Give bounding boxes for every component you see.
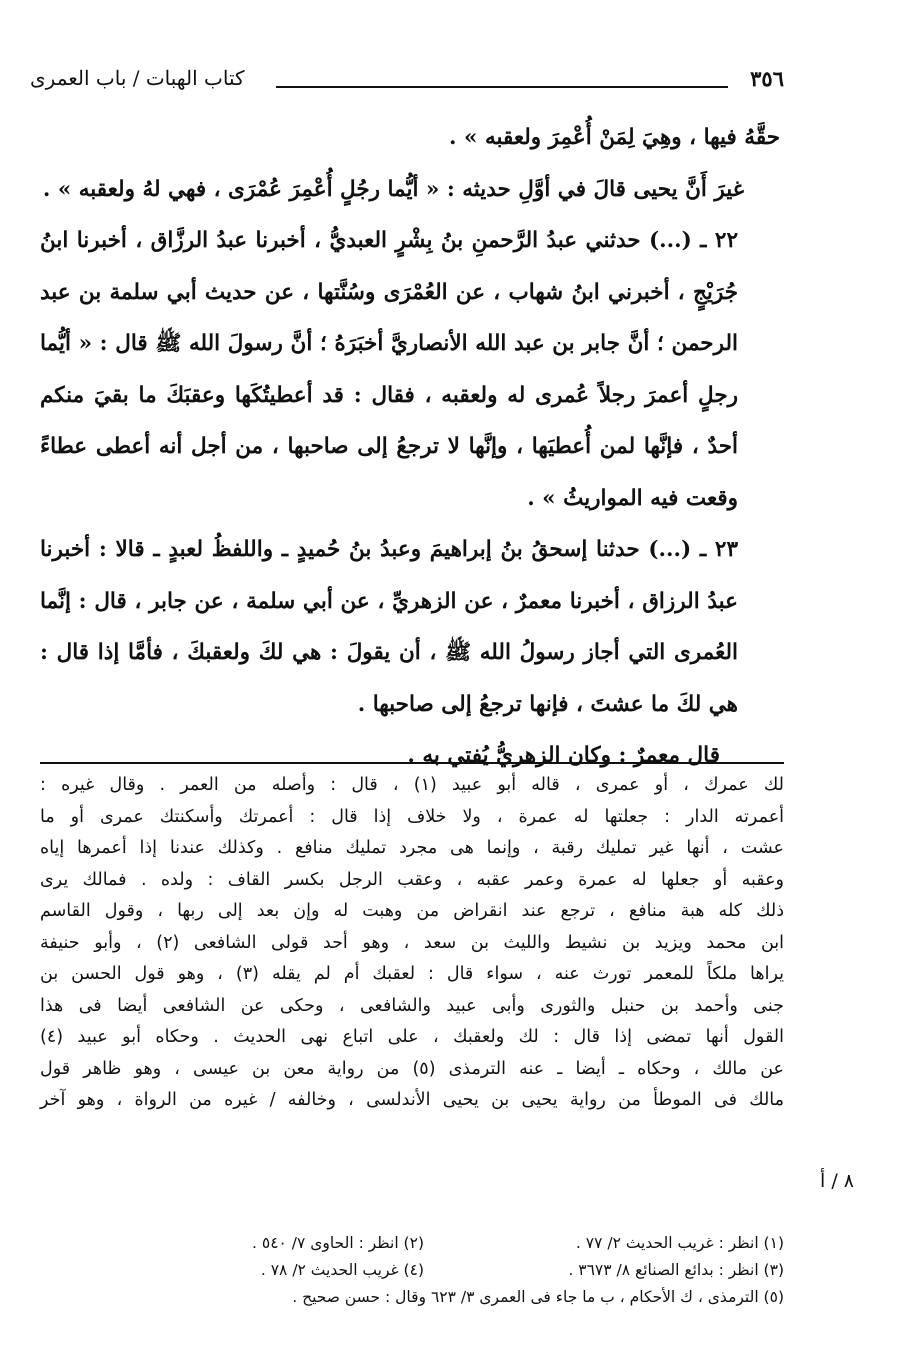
commentary-line: عن مالك ، وحكاه ـ أيضا ـ عنه الترمذى (٥) من رواية معن بن عيسى ، وهو ظاهر قول xyxy=(40,1058,784,1079)
commentary-line: لك عمرك ، أو عمرى ، قاله أبو عبيد (١) ، قال : وأصله من العمر . وقال غيره : xyxy=(40,775,784,795)
page-number: ٣٥٦ xyxy=(750,66,784,91)
footnotes xyxy=(210,1230,784,1311)
commentary-line: القول أنها تمضى إذا قال : لك ولعقبك ، على اتباع نهى الحديث . وحكاه أبو عبيد (٤) xyxy=(40,1027,784,1047)
manuscript-folio-marker: ٨ / أ xyxy=(820,1170,854,1192)
commentary-line: جنى وأحمد بن حنبل والثورى وأبى عبيد والشافعى ، وحكى عن الشافعى أيضا فى هذا xyxy=(40,995,784,1016)
footnote-5: (٥) الترمذى ، ك الأحكام ، ب ما جاء فى العمرى ٣/ ٦٢٣ وقال : حسن صحيح . xyxy=(292,1288,784,1306)
text-line: قال معمرٌ : وكان الزهريُّ يُفتي به . xyxy=(407,743,720,768)
hadith-22: ٢٢ ـ (...) حدثني عبدُ الرَّحمنِ بنُ بِشْرٍ العبديُّ ، أخبرنا عبدُ الرزَّاق ، أخبرنا ابنُ جُرَيْجٍ ، أخبرني ابنُ شهاب ، عن العُمْرَى وسُنَّتها ، عن حديث أبي سلمة بن عبد الرحمن ؛ أنَّ جابر بن عبد الله الأنصاريَّ أخبَرَهُ ؛ أنَّ رسولَ الله ﷺ قال : « أيُّما رجلٍ أعمرَ رجلاً عُمرى له ولعقبه ، فقال : قد أعطيتُكَها وعقبَكَ ما بقيَ منكم أحدٌ ، فإنَّها لمن أُعطيَها ، وإنَّها لا ترجعُ إلى صاحبها ، من أجل أنه أعطى عطاءً وقعت فيه المواريثُ » . xyxy=(40,228,738,511)
hadith-text xyxy=(40,112,780,782)
commentary-line: مالك فى الموطأ من رواية يحيى بن يحيى الأندلسى ، وخالفه / غيره من الرواة ، وهو آخر xyxy=(40,1090,784,1110)
commentary-divider xyxy=(40,762,784,764)
footnote-1: (١) انظر : غريب الحديث ٢/ ٧٧ . xyxy=(575,1234,784,1252)
text-line: غيرَ أَنَّ يحيى قالَ في أوَّلِ حديثه : « أيُّما رجُلٍ أُعْمِرَ عُمْرَى ، فهي لهُ ولعقبه » . xyxy=(42,176,744,202)
header-rule xyxy=(276,86,728,88)
commentary-line: أعمرته الدار : جعلتها له عمرة ، ولا خلاف إذا قال : أعمرتك وأسكنتك عمرى أو ما xyxy=(40,806,784,827)
commentary-line: يراها ملكاً للمعمر تورث عنه ، سواء قال : لعقبك أم لم يقله (٣) ، وهو قول الحسن بن xyxy=(40,964,784,984)
running-head: كتاب الهبات / باب العمرى xyxy=(30,66,245,90)
hadith-23: ٢٣ ـ (...) حدثنا إسحقُ بنُ إبراهيمَ وعبدُ بنُ حُميدٍ ـ واللفظُ لعبدٍ ـ قالا : أخبرنا عبدُ الرزاق ، أخبرنا معمرٌ ، عن الزهريِّ ، عن أبي سلمة ، عن جابر ، قال : إنَّما العُمرى التي أجاز رسولُ الله ﷺ ، أن يقولَ : هي لكَ ولعقبكَ ، فأمَّا إذا قال : هي لكَ ما عشتَ ، فإنها ترجعُ إلى صاحبها . xyxy=(40,537,738,717)
footnote-3: (٣) انظر : بدائع الصنائع ٨/ ٣٦٧٣ . xyxy=(568,1261,784,1279)
commentary-line: وعقبه أو جعلها له عمرة وعمر عقبه ، وعقب الرجل بكسر القاف : ولده . فمالك يرى xyxy=(40,869,784,890)
page-header xyxy=(30,66,784,102)
footnote-4: (٤) غريب الحديث ٢/ ٧٨ . xyxy=(260,1261,424,1279)
text-line: حقَّهُ فيها ، وهِيَ لِمَنْ أُعْمِرَ ولعقبه » . xyxy=(449,125,780,150)
commentary-line: عشت ، أنها غير تمليك رقبة ، وإنما هى مجرد تمليك منافع . وكذلك عندنا إذا أعمرها إياه xyxy=(40,838,784,858)
commentary-line: ذلك كله هبة منافع ، ترجع عند انقراض من وهبت له وإن بعد إلى ربها ، وقول القاسم xyxy=(40,901,784,921)
commentary-line: ابن محمد ويزيد بن نشيط والليث بن سعد ، وهو أحد قولى الشافعى (٢) ، وأبو حنيفة xyxy=(40,932,784,953)
footnote-2: (٢) انظر : الحاوى ٧/ ٥٤٠ . xyxy=(252,1234,424,1252)
commentary xyxy=(40,770,784,1117)
